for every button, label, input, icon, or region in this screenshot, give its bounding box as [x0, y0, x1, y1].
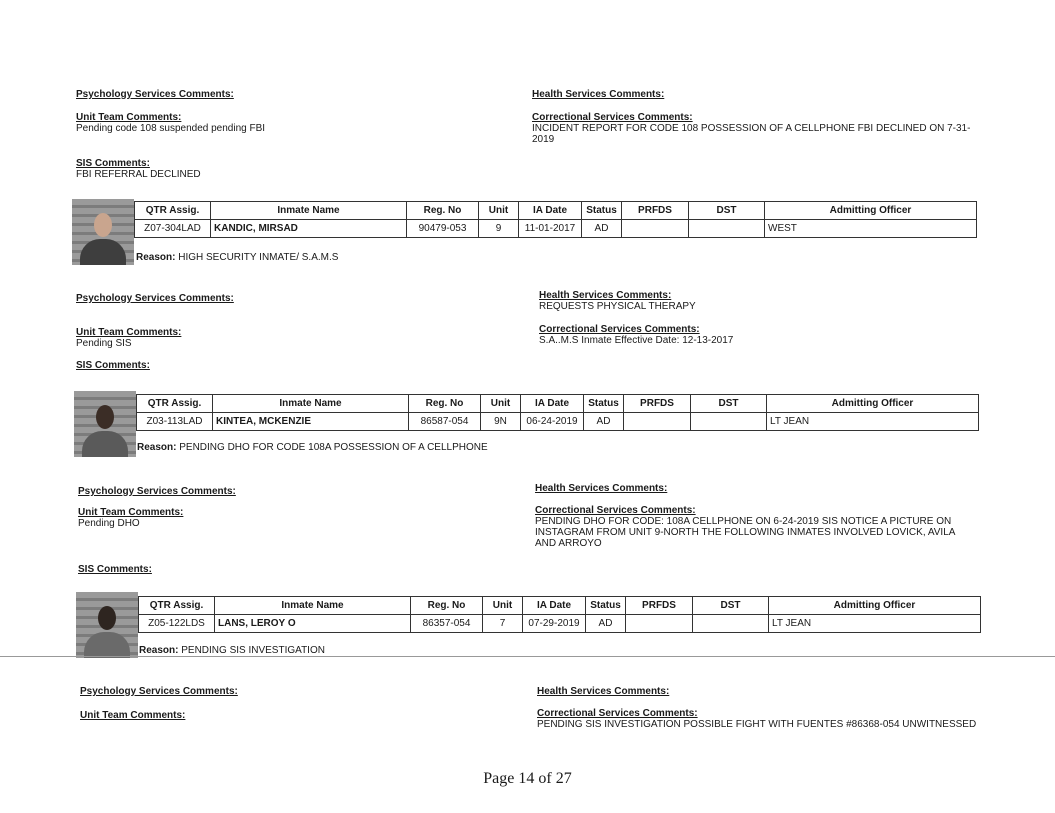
cell-reg: 86357-054 [411, 615, 483, 633]
table-header-row [137, 395, 979, 413]
reason-line [137, 442, 488, 454]
cell-name: KINTEA, MCKENZIE [213, 413, 409, 431]
psych-comments [76, 293, 234, 304]
health-comments [535, 483, 975, 494]
cell-unit: 9 [479, 220, 519, 238]
sis-comments [76, 360, 496, 371]
col-unit: Unit [481, 395, 521, 413]
sis-comments [78, 564, 498, 575]
correctional-text: INCIDENT REPORT FOR CODE 108 POSSESSION OF A CELLPHONE FBI DECLINED ON 7-31-2019 [532, 123, 971, 145]
col-name: Inmate Name [215, 597, 411, 615]
unit-header: Unit Team Comments: [78, 507, 184, 518]
col-officer: Admitting Officer [765, 202, 977, 220]
col-ia-date: IA Date [521, 395, 584, 413]
sis-header: SIS Comments: [78, 564, 152, 575]
col-qtr: QTR Assig. [135, 202, 211, 220]
col-prfds: PRFDS [626, 597, 693, 615]
cell-ia-date: 07-29-2019 [523, 615, 586, 633]
reason-line [139, 645, 325, 657]
cell-officer: WEST [765, 220, 977, 238]
cell-officer: LT JEAN [767, 413, 979, 431]
col-dst: DST [693, 597, 769, 615]
cell-ia-date: 11-01-2017 [519, 220, 582, 238]
col-dst: DST [689, 202, 765, 220]
cell-status: AD [584, 413, 624, 431]
sis-header: SIS Comments: [76, 360, 150, 371]
health-header: Health Services Comments: [535, 483, 668, 494]
unit-comments [80, 710, 500, 721]
correctional-header: Correctional Services Comments: [539, 324, 700, 335]
cell-reg: 90479-053 [407, 220, 479, 238]
correctional-text: PENDING SIS INVESTIGATION POSSIBLE FIGHT WITH FUENTES #86368-054 UNWITNESSED [537, 719, 977, 730]
col-officer: Admitting Officer [767, 395, 979, 413]
cell-officer: LT JEAN [769, 615, 981, 633]
inmate-record-table [136, 394, 979, 431]
table-header-row [139, 597, 981, 615]
cell-dst [691, 413, 767, 431]
correctional-comments [539, 324, 979, 346]
psych-comments [80, 686, 238, 697]
cell-prfds [622, 220, 689, 238]
col-unit: Unit [483, 597, 523, 615]
psych-header: Psychology Services Comments: [80, 686, 238, 697]
cell-dst [693, 615, 769, 633]
health-header: Health Services Comments: [539, 290, 672, 301]
health-comments [539, 290, 979, 312]
col-name: Inmate Name [211, 202, 407, 220]
col-prfds: PRFDS [624, 395, 691, 413]
cell-prfds [626, 615, 693, 633]
col-ia-date: IA Date [523, 597, 586, 615]
sis-text: FBI REFERRAL DECLINED [76, 169, 201, 180]
health-comments [537, 686, 977, 697]
unit-text: Pending SIS [76, 338, 132, 349]
col-officer: Admitting Officer [769, 597, 981, 615]
health-header: Health Services Comments: [537, 686, 670, 697]
reason-label: Reason: [136, 252, 176, 263]
cell-ia-date: 06-24-2019 [521, 413, 584, 431]
sis-header: SIS Comments: [76, 158, 150, 169]
cell-qtr: Z05-122LDS [139, 615, 215, 633]
table-row [139, 615, 981, 633]
correctional-header: Correctional Services Comments: [532, 112, 693, 123]
psych-comments [78, 486, 236, 497]
col-prfds: PRFDS [622, 202, 689, 220]
psych-header: Psychology Services Comments: [76, 89, 234, 100]
table-row [137, 413, 979, 431]
correctional-comments [535, 505, 965, 549]
col-reg: Reg. No [407, 202, 479, 220]
unit-header: Unit Team Comments: [76, 112, 182, 123]
reason-line [136, 252, 338, 264]
inmate-photo [72, 199, 134, 265]
unit-text: Pending DHO [78, 518, 140, 529]
col-status: Status [582, 202, 622, 220]
unit-text: Pending code 108 suspended pending FBI [76, 123, 266, 134]
psych-header: Psychology Services Comments: [78, 486, 236, 497]
reason-label: Reason: [139, 645, 179, 656]
cell-prfds [624, 413, 691, 431]
cell-status: AD [586, 615, 626, 633]
top-correctional-comments [532, 112, 972, 145]
unit-header: Unit Team Comments: [76, 327, 182, 338]
cell-name: LANS, LEROY O [215, 615, 411, 633]
correctional-header: Correctional Services Comments: [535, 505, 696, 516]
col-qtr: QTR Assig. [139, 597, 215, 615]
inmate-photo [74, 391, 136, 457]
cell-status: AD [582, 220, 622, 238]
reason-text: PENDING SIS INVESTIGATION [181, 645, 325, 656]
unit-comments [76, 327, 496, 349]
col-qtr: QTR Assig. [137, 395, 213, 413]
correctional-text: PENDING DHO FOR CODE: 108A CELLPHONE ON 6-24-2019 SIS NOTICE A PICTURE ON INSTAGRAM FROM UNIT 9-NORTH THE FOLLOWING INMATES INVOLVED LOVICK, AVILA AND ARROYO [535, 516, 955, 549]
health-text: REQUESTS PHYSICAL THERAPY [539, 301, 696, 312]
top-psych-comments [76, 89, 234, 100]
psych-header: Psychology Services Comments: [76, 293, 234, 304]
correctional-header: Correctional Services Comments: [537, 708, 698, 719]
cell-qtr: Z03-113LAD [137, 413, 213, 431]
cell-qtr: Z07-304LAD [135, 220, 211, 238]
correctional-comments [537, 708, 997, 730]
reason-label: Reason: [137, 442, 177, 453]
table-row [135, 220, 977, 238]
col-reg: Reg. No [409, 395, 481, 413]
col-dst: DST [691, 395, 767, 413]
col-reg: Reg. No [411, 597, 483, 615]
top-health-comments [532, 89, 972, 100]
table-header-row [135, 202, 977, 220]
reason-text: PENDING DHO FOR CODE 108A POSSESSION OF A CELLPHONE [179, 442, 488, 453]
cell-reg: 86587-054 [409, 413, 481, 431]
cell-dst [689, 220, 765, 238]
cell-name: KANDIC, MIRSAD [211, 220, 407, 238]
health-header: Health Services Comments: [532, 89, 665, 100]
cell-unit: 9N [481, 413, 521, 431]
col-name: Inmate Name [213, 395, 409, 413]
top-sis-comments [76, 158, 496, 180]
reason-text: HIGH SECURITY INMATE/ S.A.M.S [178, 252, 339, 263]
page-number: Page 14 of 27 [483, 770, 572, 787]
unit-header: Unit Team Comments: [80, 710, 186, 721]
inmate-record-table [138, 596, 981, 633]
cell-unit: 7 [483, 615, 523, 633]
inmate-record-table [134, 201, 977, 238]
col-unit: Unit [479, 202, 519, 220]
correctional-text: S.A..M.S Inmate Effective Date: 12-13-2017 [539, 335, 734, 346]
unit-comments [78, 507, 498, 529]
col-status: Status [584, 395, 624, 413]
inmate-photo [76, 592, 138, 658]
top-unit-comments [76, 112, 496, 134]
col-status: Status [586, 597, 626, 615]
col-ia-date: IA Date [519, 202, 582, 220]
